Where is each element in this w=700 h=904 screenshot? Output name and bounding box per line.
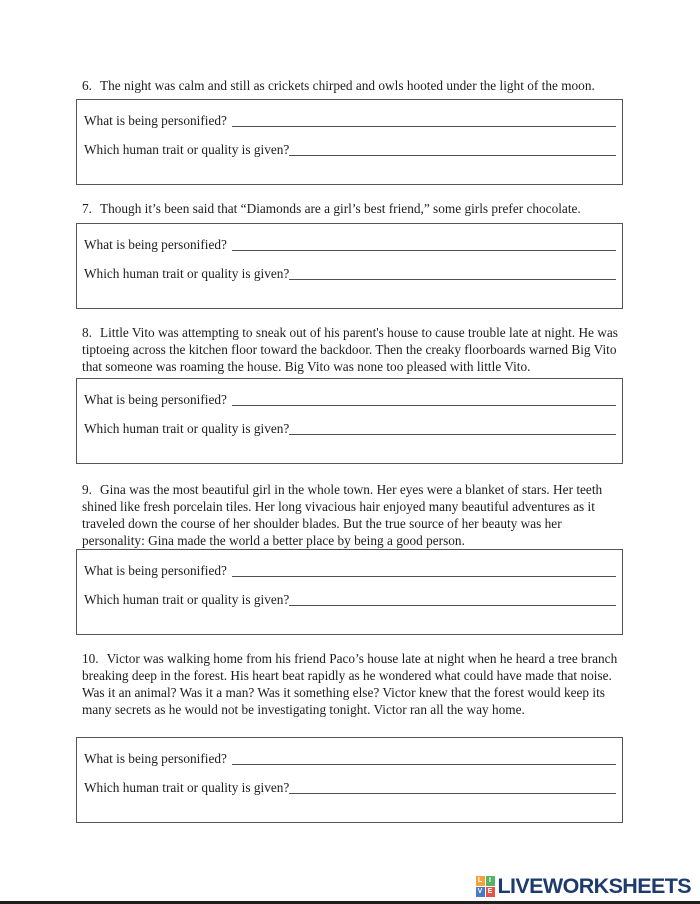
prompt-personified-label: What is being personified? [84,113,227,128]
logo-tile-l: L [476,876,485,886]
prompt-trait-label: Which human trait or quality is given? [84,142,290,157]
answer-row-personified [84,391,616,408]
answer-line-input[interactable] [289,792,616,794]
question-text: Though it’s been said that “Diamonds are a girl’s best friend,” some girls prefer chocolate. [99,201,581,216]
answer-row-trait [84,141,616,158]
answer-box-10 [76,737,623,823]
answer-line-input[interactable] [232,404,616,406]
answer-row-trait [84,591,616,608]
prompt-trait-label: Which human trait or quality is given? [84,421,290,436]
answer-row-personified [84,236,616,253]
question-text: Victor was walking home from his friend Paco’s house late at night when he heard a tree branch breaking deep in the forest. His heart beat rapidly as he wondered what could have made that noise. Was it an animal? Was it a man? Was it something else? Victor knew that the forest would keep its many secrets as he would not be investigating tonight. Victor ran all the way home. [82,651,618,717]
answer-line-input[interactable] [289,154,616,156]
question-number: 9. [82,482,92,497]
prompt-trait-label: Which human trait or quality is given? [84,780,290,795]
logo-tile-e: E [486,887,495,897]
liveworksheets-wordmark: LIVEWORKSHEETS [497,873,691,898]
logo-tile-i: I [486,876,495,886]
answer-line-input[interactable] [289,604,616,606]
question-7 [82,200,625,217]
question-10 [82,650,625,718]
answer-row-trait [84,420,616,437]
answer-line-input[interactable] [232,763,616,765]
answer-box-9 [76,549,623,635]
answer-row-personified [84,562,616,579]
prompt-trait-label: Which human trait or quality is given? [84,592,290,607]
answer-row-trait [84,779,616,796]
question-number: 8. [82,325,92,340]
answer-row-personified [84,750,616,767]
prompt-personified-label: What is being personified? [84,751,227,766]
question-text: Gina was the most beautiful girl in the whole town. Her eyes were a blanket of stars. Her teeth shined like fresh porcelain tiles. Her long vivacious hair enjoyed many beautiful adventures as it traveled down the course of her shoulder blades. But the true source of her beauty was her personality: Gina made the world a better place by being a good person. [82,482,603,548]
question-number: 10. [82,651,99,666]
question-8 [82,324,625,375]
question-9 [82,481,625,549]
prompt-trait-label: Which human trait or quality is given? [84,266,290,281]
liveworksheets-watermark [476,873,691,898]
prompt-personified-label: What is being personified? [84,563,227,578]
question-text: The night was calm and still as crickets chirped and owls hooted under the light of the moon. [99,78,595,93]
answer-box-8 [76,378,623,464]
answer-line-input[interactable] [289,278,616,280]
answer-line-input[interactable] [232,575,616,577]
question-number: 6. [82,78,92,93]
answer-row-personified [84,112,616,129]
answer-box-6 [76,99,623,185]
answer-line-input[interactable] [232,249,616,251]
answer-row-trait [84,265,616,282]
question-6 [82,77,625,94]
question-number: 7. [82,201,92,216]
question-text: Little Vito was attempting to sneak out of his parent's house to cause trouble late at night. He was tiptoeing across the kitchen floor toward the backdoor. Then the creaky floorboards warned Big Vito that someone was roaming the house. Big Vito was none too pleased with little Vito. [82,325,618,374]
answer-line-input[interactable] [289,433,616,435]
liveworksheets-logo-icon [476,876,495,897]
answer-box-7 [76,223,623,309]
prompt-personified-label: What is being personified? [84,392,227,407]
logo-tile-v: V [476,887,485,897]
prompt-personified-label: What is being personified? [84,237,227,252]
answer-line-input[interactable] [232,125,616,127]
